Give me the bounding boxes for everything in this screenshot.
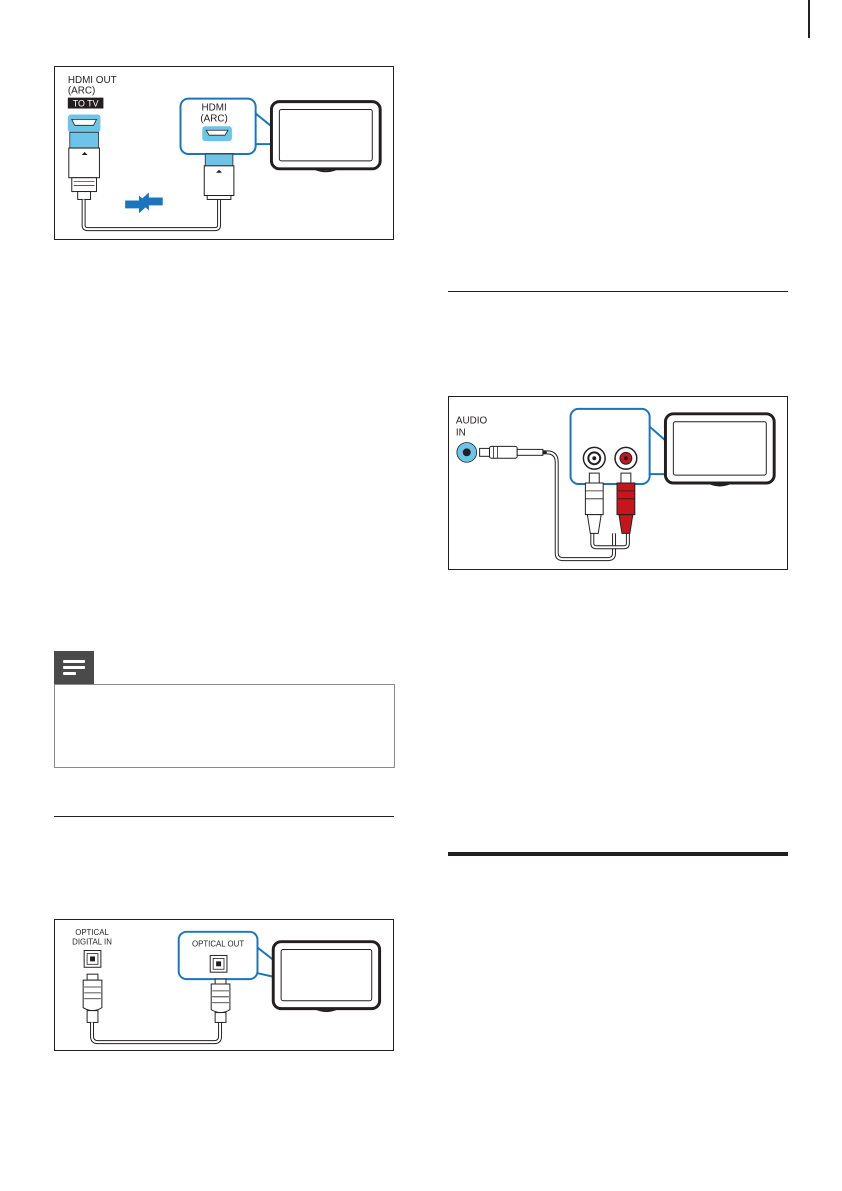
optical-label: OPTICAL	[75, 927, 109, 937]
audio-connection-figure	[448, 396, 788, 570]
audio-in-label: IN	[455, 427, 466, 439]
note-icon	[63, 660, 85, 676]
audio-3-5mm-plug	[480, 446, 547, 458]
hdmi-out-arc-label: (ARC)	[67, 85, 96, 97]
note-tab	[54, 651, 94, 685]
note-box	[54, 684, 395, 768]
optical-in-port	[84, 951, 101, 968]
hdmi-connection-figure	[54, 66, 394, 240]
optical-connection-diagram	[55, 920, 393, 1050]
hdmi-out-port-slot	[72, 119, 97, 125]
hdmi-out-label: HDMI OUT	[67, 74, 117, 86]
to-tv-badge-label: TO TV	[72, 98, 99, 109]
optical-out-port	[210, 955, 227, 972]
tv-icon	[665, 414, 774, 486]
audio-label: AUDIO	[455, 415, 488, 427]
optical-plug-left	[83, 974, 102, 1022]
optical-connection-figure	[54, 919, 394, 1051]
digital-in-label: DIGITAL IN	[72, 937, 112, 947]
audio-connection-diagram	[449, 397, 787, 569]
optical-plug-right	[211, 979, 230, 1022]
plug-in-arrows-icon	[125, 193, 163, 214]
optical-out-label: OPTICAL OUT	[192, 939, 245, 949]
tv-icon	[271, 102, 380, 172]
tv-arc-label: (ARC)	[200, 113, 228, 125]
page-edge-rule	[808, 0, 810, 38]
tv-hdmi-label: HDMI	[201, 102, 227, 114]
rca-red-socket	[615, 447, 637, 469]
section-rule-left	[54, 816, 394, 817]
tv-audio-out-callout	[571, 409, 650, 484]
tv-icon	[273, 942, 379, 1011]
hdmi-plug-left	[69, 132, 100, 199]
hdmi-connection-diagram	[55, 67, 393, 239]
hdmi-plug-right	[204, 154, 234, 199]
audio-in-jack	[457, 442, 477, 462]
rca-white-socket	[583, 447, 605, 469]
chapter-heading-rule	[448, 852, 788, 856]
optical-cable	[92, 1022, 220, 1042]
section-rule-right	[448, 291, 788, 292]
